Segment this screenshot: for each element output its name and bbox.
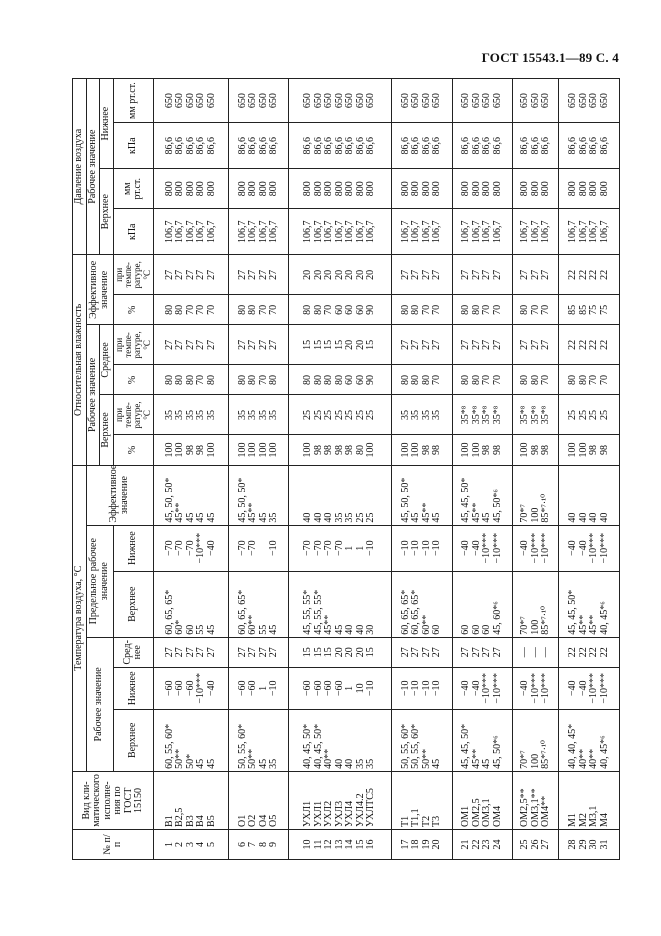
cell-h-mid-pct: 80 80 80 70 80 [154, 365, 229, 395]
cell-h-eff-pct: 80 80 70 60 60 60 90 [289, 295, 392, 325]
cell-t-low: −40 −10*** −10*** [513, 667, 559, 709]
cell-h-mid-t: 27 27 27 27 [452, 325, 512, 365]
cell-h-mid-t: 27 27 27 27 [392, 325, 452, 365]
cell-h-up-t: 35 35 35 35 [392, 395, 452, 435]
cell-p-low-mm: 650 650 650 650 [392, 79, 452, 123]
cell-tl-low: −40 −10*** −10*** [513, 525, 559, 571]
cell-t-mid: 27 27 27 27 [228, 637, 288, 667]
cell-p-up-kpa: 106,7 106,7 106,7 106,7 [559, 209, 620, 255]
cell-tl-up: 70*⁷ 100 85*⁷·¹⁰ [513, 571, 559, 637]
cell-p-low-kpa: 86,6 86,6 86,6 86,6 86,6 [154, 123, 229, 169]
cell-h-up-t: 35*⁸ 35*⁸ 35*⁸ 35*⁸ [452, 395, 512, 435]
cell-kind: УХЛ1 УХЛ1 УХЛ2 УХЛ3 УХЛ4 УХЛ4.2 УХЛТС5 [289, 771, 392, 829]
cell-t-mid: 22 22 22 22 [559, 637, 620, 667]
cell-t-up: 40, 40, 45* 40** 40** 40, 45*⁶ [559, 709, 620, 771]
header-pressure: Давление воздуха [73, 79, 87, 255]
header-press-lower-kpa: кПа [113, 123, 154, 169]
cell-h-mid-pct: 80 80 70 70 [452, 365, 512, 395]
cell-kind: ОМ2,5** ОМ3,1** ОМ4** [513, 771, 559, 829]
header-press-upper-kpa: кПа [113, 209, 154, 255]
cell-h-up-pct: 100 100 98 98 [392, 435, 452, 465]
cell-tl-up: 60, 65, 65* 60* 60 55 45 [154, 571, 229, 637]
header-hum-upper: Верхнее [100, 395, 114, 465]
header-temp-lower: Нижнее [113, 667, 154, 709]
cell-h-eff-t: 22 22 22 22 [559, 255, 620, 295]
cell-p-up-kpa: 106,7 106,7 106,7 106,7 [228, 209, 288, 255]
cell-t-eff: 45, 50, 50* 45** 45 35 [228, 465, 288, 525]
cell-p-low-mm: 650 650 650 650 650 650 650 [289, 79, 392, 123]
header-hum-upper-temp: при темпе-ратуре, °С [113, 395, 154, 435]
cell-h-eff-pct: 80 70 70 [513, 295, 559, 325]
cell-tl-low: −70 −70 −70 −10*** −40 [154, 525, 229, 571]
cell-t-low: −40 −40 −10*** −10*** [452, 667, 512, 709]
cell-t-up: 60, 55, 60* 50** 50* 45 45 [154, 709, 229, 771]
cell-p-low-kpa: 86,6 86,6 86,6 86,6 [452, 123, 512, 169]
header-num: № п/п [73, 829, 154, 859]
cell-t-mid: 27 27 27 27 [452, 637, 512, 667]
cell-p-up-mm: 800 800 800 800 [228, 169, 288, 209]
cell-t-mid: 27 27 27 27 27 [154, 637, 229, 667]
cell-h-eff-t: 20 20 20 20 20 20 20 [289, 255, 392, 295]
cell-h-mid-t: 27 27 27 27 27 [154, 325, 229, 365]
cell-h-eff-t: 27 27 27 27 [392, 255, 452, 295]
cell-h-mid-t: 27 27 27 [513, 325, 559, 365]
page-header: ГОСТ 15543.1—89 С. 4 [481, 50, 619, 65]
cell-kind: Т1 Т1,1 Т2 Т3 [392, 771, 452, 829]
cell-h-up-pct: 100 98 98 98 98 80 100 [289, 435, 392, 465]
table-row [513, 79, 559, 860]
cell-num: 1 2 3 4 5 [154, 829, 229, 859]
cell-t-up: 40, 45, 50* 40, 45, 50* 40** 40 40 35 35 [289, 709, 392, 771]
cell-t-up: 70*⁷ 100 85*⁷·¹⁰ [513, 709, 559, 771]
cell-p-up-kpa: 106,7 106,7 106,7 106,7 106,7 [154, 209, 229, 255]
table-row [452, 79, 512, 860]
cell-h-mid-pct: 80 80 80 70 [392, 365, 452, 395]
table-row [289, 79, 392, 860]
header-temp-effective: Эффективное значение [86, 465, 154, 525]
cell-p-up-kpa: 106,7 106,7 106,7 [513, 209, 559, 255]
cell-h-eff-t: 27 27 27 27 27 [154, 255, 229, 295]
table-row [559, 79, 620, 860]
header-kind: Вид кли-матического исполне-ния по ГОСТ 15150 [73, 771, 154, 829]
cell-h-up-t: 35 35 35 35 [228, 395, 288, 435]
cell-h-eff-t: 27 27 27 [513, 255, 559, 295]
cell-t-eff: 40 40 40 40 [559, 465, 620, 525]
cell-t-mid: — — — [513, 637, 559, 667]
cell-t-low: −10 −10 −10 −10 [392, 667, 452, 709]
climate-table [72, 78, 620, 860]
cell-h-mid-t: 15 15 15 15 20 20 15 [289, 325, 392, 365]
header-temperature: Температура воздуха, °С [73, 465, 87, 771]
cell-h-eff-pct: 80 80 70 70 [228, 295, 288, 325]
cell-num: 6 7 8 9 [228, 829, 288, 859]
cell-p-up-kpa: 106,7 106,7 106,7 106,7 [452, 209, 512, 255]
header-humidity: Относительная влажность [73, 255, 87, 465]
cell-p-up-mm: 800 800 800 800 [392, 169, 452, 209]
header-hum-eff-pct: % [113, 295, 154, 325]
cell-h-up-t: 25 25 25 25 25 25 25 [289, 395, 392, 435]
header-hum-effective: Эффективное значение [86, 255, 113, 325]
header-hum-work: Рабочее значение [86, 325, 100, 465]
cell-t-eff: 40 40 40 35 35 25 25 [289, 465, 392, 525]
table-row [154, 79, 229, 860]
cell-t-eff: 70*⁷ 100 85*⁷·¹⁰ [513, 465, 559, 525]
cell-t-up: 50, 55, 60* 50, 55, 60* 50** 45 [392, 709, 452, 771]
cell-tl-up: 45, 55, 55* 45, 55, 55* 45** 45 40 40 30 [289, 571, 392, 637]
cell-t-low: −40 −40 −10*** −10*** [559, 667, 620, 709]
cell-h-up-t: 35*⁸ 35*⁸ 35*⁸ [513, 395, 559, 435]
cell-t-eff: 45, 45, 50* 45** 45 45, 50*⁶ [452, 465, 512, 525]
cell-p-low-kpa: 86,6 86,6 86,6 86,6 [559, 123, 620, 169]
cell-t-eff: 45, 50, 50* 45 45** 45 [392, 465, 452, 525]
cell-p-low-mm: 650 650 650 [513, 79, 559, 123]
header-press-upper-mm: мм рт.ст. [113, 169, 154, 209]
cell-tl-up: 45, 45, 50* 45** 45** 40, 45*⁶ [559, 571, 620, 637]
header-limit-upper: Верхнее [113, 571, 154, 637]
cell-h-up-pct: 100 100 98 98 [559, 435, 620, 465]
cell-h-up-pct: 100 100 98 98 100 [154, 435, 229, 465]
header-limit-lower: Нижнее [113, 525, 154, 571]
cell-p-low-kpa: 86,6 86,6 86,6 86,6 86,6 86,6 86,6 [289, 123, 392, 169]
cell-tl-low: −70 −70 −10 [228, 525, 288, 571]
cell-p-up-mm: 800 800 800 [513, 169, 559, 209]
cell-p-low-mm: 650 650 650 650 [228, 79, 288, 123]
cell-h-eff-pct: 80 80 70 70 70 [154, 295, 229, 325]
cell-p-low-mm: 650 650 650 650 650 [154, 79, 229, 123]
cell-tl-up: 60, 65, 65* 60** 55 45 [228, 571, 288, 637]
cell-h-up-pct: 100 100 100 100 [228, 435, 288, 465]
cell-p-low-kpa: 86,6 86,6 86,6 86,6 [228, 123, 288, 169]
cell-p-up-mm: 800 800 800 800 [452, 169, 512, 209]
header-temp-work: Рабочее значение [86, 637, 113, 771]
header-press-lower-mm: мм рт.ст. [113, 79, 154, 123]
cell-h-mid-t: 27 27 27 27 [228, 325, 288, 365]
cell-h-mid-pct: 80 80 80 80 60 60 90 [289, 365, 392, 395]
cell-p-low-kpa: 86,6 86,6 86,6 86,6 [392, 123, 452, 169]
header-press-work: Рабочее значение [86, 79, 100, 255]
cell-num: 25 26 27 [513, 829, 559, 859]
table-row [228, 79, 288, 860]
header-hum-middle: Среднее [100, 325, 114, 395]
cell-t-low: −60 −60 −60 −10*** −40 [154, 667, 229, 709]
cell-h-eff-pct: 80 80 70 70 [452, 295, 512, 325]
cell-t-up: 45, 45, 50* 45** 45 45, 50*⁶ [452, 709, 512, 771]
cell-num: 17 18 19 20 [392, 829, 452, 859]
cell-h-up-t: 35 35 35 35 35 [154, 395, 229, 435]
cell-p-up-kpa: 106,7 106,7 106,7 106,7 [392, 209, 452, 255]
header-temp-limit: Предельное рабочее значение [86, 525, 113, 637]
header-press-upper: Верхнее [100, 169, 114, 255]
cell-t-low: −60 −60 −60 −60 1 10 −10 [289, 667, 392, 709]
cell-tl-up: 60, 65, 65* 60, 65, 65* 60** 60 [392, 571, 452, 637]
cell-h-eff-pct: 80 80 70 70 [392, 295, 452, 325]
cell-h-mid-pct: 80 80 70 [513, 365, 559, 395]
cell-kind: В1 В2,5 В3 В4 В5 [154, 771, 229, 829]
cell-h-eff-t: 27 27 27 27 [228, 255, 288, 295]
header-hum-middle-pct: % [113, 365, 154, 395]
cell-h-up-pct: 100 98 98 [513, 435, 559, 465]
cell-t-up: 50, 55, 60* 50** 45 35 [228, 709, 288, 771]
cell-tl-low: −10 −10 −10 −10 [392, 525, 452, 571]
table-body [154, 79, 620, 860]
cell-t-mid: 15 15 15 20 20 20 15 [289, 637, 392, 667]
cell-num: 10 11 12 13 14 15 16 [289, 829, 392, 859]
cell-h-up-t: 25 25 25 25 [559, 395, 620, 435]
cell-h-eff-pct: 85 85 75 75 [559, 295, 620, 325]
cell-tl-up: 60 60 60 45, 60*⁶ [452, 571, 512, 637]
cell-h-up-pct: 100 100 98 98 [452, 435, 512, 465]
cell-kind: М1 М2 М3,1 М4 [559, 771, 620, 829]
cell-h-eff-t: 27 27 27 27 [452, 255, 512, 295]
cell-tl-low: −70 −70 −70 −70 1 1 −10 [289, 525, 392, 571]
cell-num: 28 29 30 31 [559, 829, 620, 859]
rotated-table-wrapper [72, 78, 620, 860]
cell-tl-low: −40 −40 −10*** −10*** [559, 525, 620, 571]
header-hum-eff-temp: при темпе-ратуре, °С [113, 255, 154, 295]
cell-p-up-mm: 800 800 800 800 800 [154, 169, 229, 209]
cell-h-mid-pct: 80 80 70 80 [228, 365, 288, 395]
cell-kind: О1 О2 О4 О5 [228, 771, 288, 829]
header-temp-middle: Сред-нее [113, 637, 154, 667]
table-row [392, 79, 452, 860]
cell-t-eff: 45, 50, 50* 45** 45 45 45 [154, 465, 229, 525]
header-hum-middle-temp: при темпе-ратуре, °С [113, 325, 154, 365]
cell-h-mid-t: 22 22 22 22 [559, 325, 620, 365]
cell-tl-low: −40 −40 −10*** −10*** [452, 525, 512, 571]
cell-num: 21 22 23 24 [452, 829, 512, 859]
header-press-lower: Нижнее [100, 79, 114, 169]
cell-t-mid: 27 27 27 27 [392, 637, 452, 667]
header-temp-upper: Верхнее [113, 709, 154, 771]
header-hum-upper-pct: % [113, 435, 154, 465]
cell-t-low: −60 −60 1 −10 [228, 667, 288, 709]
cell-p-low-mm: 650 650 650 650 [559, 79, 620, 123]
cell-p-low-kpa: 86,6 86,6 86,6 [513, 123, 559, 169]
cell-h-mid-pct: 80 80 70 70 [559, 365, 620, 395]
cell-p-up-mm: 800 800 800 800 [559, 169, 620, 209]
cell-p-up-mm: 800 800 800 800 800 800 800 [289, 169, 392, 209]
cell-p-up-kpa: 106,7 106,7 106,7 106,7 106,7 106,7 106,7 [289, 209, 392, 255]
cell-kind: ОМ1 ОМ2,5 ОМ3,1 ОМ4 [452, 771, 512, 829]
cell-p-low-mm: 650 650 650 650 [452, 79, 512, 123]
